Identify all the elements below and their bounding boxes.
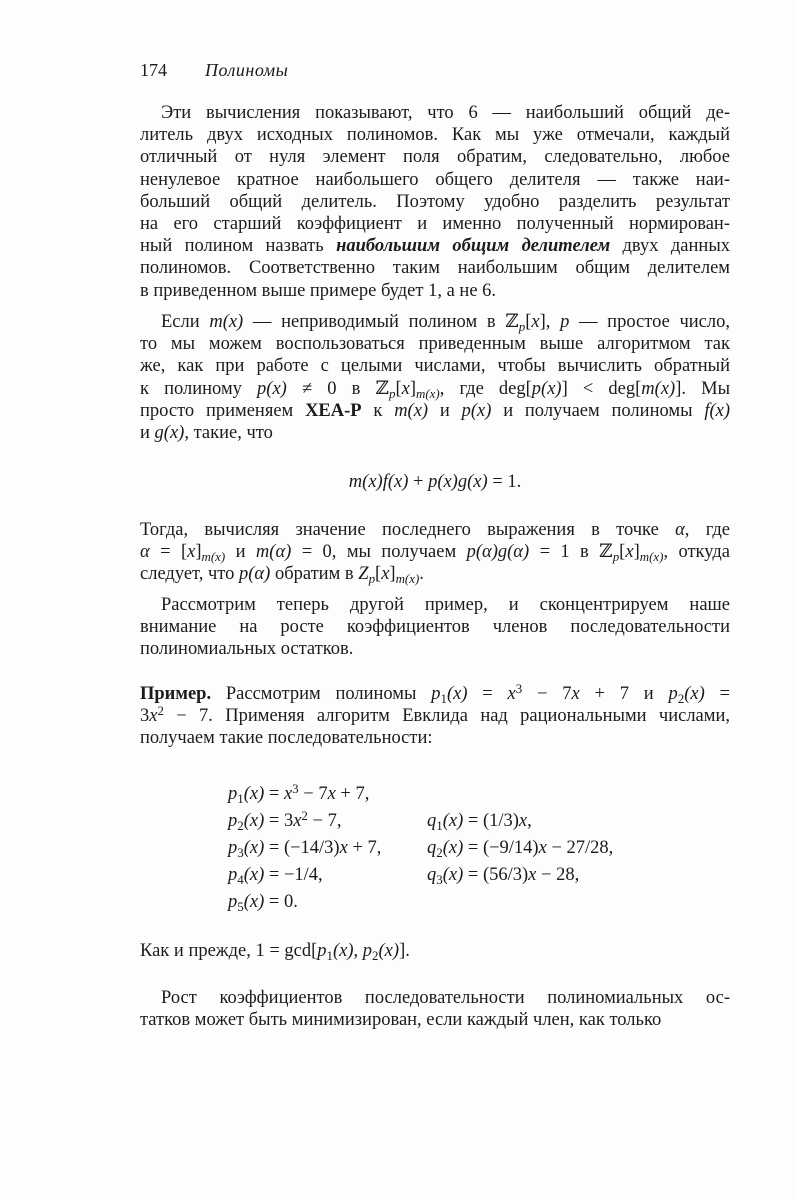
text-run: литель двух исходных полиномов. Как мы уже отмечали, каждый bbox=[140, 125, 730, 146]
text-run: ], bbox=[539, 312, 561, 332]
math-text-run: p(α)g(α) bbox=[466, 542, 530, 563]
text-run: [ bbox=[619, 542, 626, 563]
math-text-run: (x) bbox=[442, 865, 464, 885]
math-text-run: q bbox=[427, 838, 437, 858]
page-number: 174 bbox=[140, 60, 167, 80]
bold-text-run: Пример. bbox=[140, 684, 212, 704]
text-run: ≠ 0 в ℤ bbox=[286, 378, 389, 399]
subscript-text: 1 bbox=[326, 948, 333, 964]
subscript-text: 1 bbox=[440, 691, 447, 707]
math-text-run: p bbox=[228, 784, 238, 804]
remainder-cell bbox=[228, 891, 298, 913]
text-line bbox=[140, 400, 730, 422]
text-line bbox=[140, 191, 730, 213]
math-text-run: m(x) bbox=[394, 400, 429, 421]
text-line bbox=[140, 257, 730, 279]
text-run: ] bbox=[389, 564, 396, 585]
remainder-cell bbox=[228, 837, 381, 859]
math-text-run: (x) bbox=[333, 941, 354, 961]
subscript-text: p bbox=[368, 571, 376, 587]
text-run: ] bbox=[195, 542, 202, 563]
text-run: , где deg[ bbox=[439, 378, 532, 399]
math-text-run: x bbox=[571, 684, 580, 704]
text-run: , bbox=[353, 941, 363, 961]
subscript-text: 3 bbox=[237, 845, 244, 861]
math-text-run: p bbox=[228, 811, 238, 831]
text-line bbox=[140, 541, 730, 563]
math-text-run: x bbox=[625, 542, 634, 563]
text-run: = (−14/3) bbox=[264, 838, 340, 858]
math-text-run: p bbox=[228, 892, 238, 912]
subscript-text: 3 bbox=[436, 872, 443, 888]
math-text-run: x bbox=[538, 838, 547, 858]
text-run: Рассмотрим теперь другой пример, и сконцентрируем наше bbox=[161, 595, 730, 615]
subscript-text: 5 bbox=[237, 899, 244, 915]
sequence-row bbox=[228, 810, 728, 837]
math-text-run: (x) bbox=[442, 811, 464, 831]
subscript-text: p bbox=[612, 549, 620, 565]
remainder-sequence-table bbox=[228, 783, 728, 918]
paragraph-example bbox=[140, 683, 730, 750]
sequence-row bbox=[228, 783, 728, 810]
math-text-run: (x) bbox=[684, 684, 705, 704]
text-run: = 3 bbox=[264, 811, 294, 831]
paragraph-gcd-normalization bbox=[140, 102, 730, 302]
text-run: просто применяем bbox=[140, 400, 306, 421]
text-run: = 1 в ℤ bbox=[529, 542, 613, 563]
text-run: = bbox=[467, 684, 508, 704]
text-line bbox=[140, 213, 730, 235]
math-text-run: p bbox=[228, 838, 238, 858]
subscript-text: p bbox=[518, 319, 526, 335]
text-line bbox=[140, 102, 730, 124]
text-run: − 27/28, bbox=[546, 838, 614, 858]
text-line bbox=[140, 727, 730, 749]
math-text-run: (x) bbox=[446, 684, 468, 704]
text-run: полиномиальных остатков. bbox=[140, 639, 354, 660]
text-line bbox=[140, 378, 730, 400]
text-run: [ bbox=[375, 564, 382, 585]
math-text-run: g(x) bbox=[154, 422, 185, 443]
math-text-run: q bbox=[427, 811, 437, 831]
math-text-run: x bbox=[327, 784, 336, 804]
text-line bbox=[140, 987, 730, 1009]
text-run: на его старший коэффициент и именно полученный нормирован- bbox=[140, 213, 730, 234]
text-run: [ bbox=[525, 312, 532, 332]
math-text-run: x bbox=[528, 865, 537, 885]
math-text-run: (x) bbox=[243, 811, 265, 831]
subscript-text: 2 bbox=[677, 691, 685, 707]
bold-text-run: XEA-P bbox=[305, 400, 362, 421]
text-run: = −1/4, bbox=[264, 865, 323, 885]
text-line bbox=[140, 616, 730, 638]
text-run: + 7, bbox=[335, 784, 370, 804]
math-text-run: x bbox=[187, 542, 196, 563]
text-run: = 0, мы получаем bbox=[291, 542, 467, 563]
text-run: , bbox=[527, 811, 532, 831]
text-run: = bbox=[264, 784, 284, 804]
subscript-text: 1 bbox=[436, 818, 443, 834]
paragraph-another-example bbox=[140, 594, 730, 661]
quotient-cell bbox=[427, 864, 579, 886]
text-run: получаем такие последовательности: bbox=[140, 728, 433, 749]
text-run: Рассмотрим полиномы bbox=[211, 684, 432, 704]
math-text-run: p(x) bbox=[257, 378, 287, 399]
text-run: отличный от нуля элемент поля обратим, следовательно, любое bbox=[140, 147, 730, 168]
text-run: ]. Мы bbox=[675, 378, 730, 399]
text-run: Рост коэффициентов последовательности полиномиальных ос- bbox=[161, 988, 730, 1008]
display-equation bbox=[140, 471, 730, 493]
text-line bbox=[140, 235, 730, 257]
subscript-text: 2 bbox=[436, 845, 443, 861]
subscript-text: m(x) bbox=[416, 385, 440, 401]
text-run: = [ bbox=[149, 542, 188, 563]
text-run: и получаем полиномы bbox=[491, 400, 705, 421]
text-run: , откуда bbox=[663, 542, 730, 563]
math-text-run: Z bbox=[358, 564, 369, 585]
text-run: = 1. bbox=[487, 472, 522, 492]
math-text-run: (x) bbox=[243, 838, 265, 858]
math-text-run: x bbox=[283, 784, 293, 804]
text-line bbox=[140, 169, 730, 191]
subscript-text: 4 bbox=[237, 872, 244, 888]
text-run: − 7. Применяя алгоритм Евклида над рациональными числами, bbox=[163, 706, 730, 727]
text-run: ] bbox=[409, 378, 417, 399]
gcd-statement bbox=[140, 940, 730, 962]
superscript-text: 3 bbox=[515, 681, 523, 697]
subscript-text: 2 bbox=[237, 818, 244, 834]
math-text-run: (x) bbox=[243, 784, 265, 804]
text-run: = (56/3) bbox=[463, 865, 529, 885]
math-text-run: p bbox=[560, 312, 570, 332]
text-run: , где bbox=[684, 520, 730, 540]
math-text-run: f(x) bbox=[704, 400, 730, 421]
text-run: − 7 bbox=[522, 684, 572, 704]
math-text-run: x bbox=[339, 838, 348, 858]
math-text-run: p bbox=[362, 941, 373, 961]
text-line bbox=[140, 563, 730, 585]
subscript-text: m(x) bbox=[395, 571, 420, 587]
text-line bbox=[140, 333, 730, 355]
math-text-run: p(x) bbox=[461, 400, 492, 421]
text-run: ]. bbox=[399, 941, 410, 961]
math-text-run: (x) bbox=[243, 892, 265, 912]
text-line bbox=[140, 940, 730, 962]
text-line bbox=[140, 311, 730, 333]
text-line bbox=[140, 280, 730, 302]
text-run: − 28, bbox=[536, 865, 580, 885]
math-text-run: x bbox=[293, 811, 302, 831]
text-run: же, как при работе с целыми числами, чтобы вычислить обратный bbox=[140, 356, 730, 377]
sequence-row bbox=[228, 891, 728, 918]
math-text-run: m(x) bbox=[641, 378, 676, 399]
math-text-run: p(x)g(x) bbox=[428, 472, 488, 492]
subscript-text: m(x) bbox=[639, 549, 664, 565]
emphasis-text-run: наибольшим общим делителем bbox=[336, 236, 611, 257]
math-text-run: m(x)f(x) bbox=[348, 472, 409, 492]
math-text-run: (x) bbox=[442, 838, 464, 858]
text-run: Тогда, вычисляя значение последнего выражения в точке bbox=[140, 520, 676, 540]
text-run: ненулевое кратное наибольшего общего делителя — также наи- bbox=[140, 169, 730, 190]
text-line bbox=[140, 1009, 730, 1031]
math-text-run: x bbox=[507, 684, 516, 704]
math-text-run: α bbox=[675, 520, 685, 540]
text-run: двух данных bbox=[610, 236, 730, 257]
math-text-run: (x) bbox=[243, 865, 265, 885]
text-run: и bbox=[225, 542, 256, 563]
text-run: ный полином назвать bbox=[140, 236, 337, 257]
text-run: Эти вычисления показывают, что 6 — наибольший общий де- bbox=[161, 103, 730, 123]
text-run: ] bbox=[633, 542, 640, 563]
remainder-cell bbox=[228, 864, 323, 886]
sequence-row bbox=[228, 837, 728, 864]
math-text-run: p bbox=[228, 865, 238, 885]
math-text-run: m(x) bbox=[209, 312, 244, 332]
paragraph-evaluation bbox=[140, 519, 730, 586]
paragraph-inverse-polynomial bbox=[140, 311, 730, 444]
superscript-text: 2 bbox=[157, 703, 164, 719]
math-text-run: x bbox=[381, 564, 390, 585]
text-run: = bbox=[704, 684, 731, 704]
text-run: больший общий делитель. Поэтому удобно разделить результат bbox=[140, 191, 730, 212]
math-text-run: x bbox=[149, 706, 158, 727]
subscript-text: 2 bbox=[372, 948, 379, 964]
text-run: — неприводимый полином в ℤ bbox=[243, 312, 519, 332]
text-run: и bbox=[428, 400, 462, 421]
text-line bbox=[140, 146, 730, 168]
remainder-cell bbox=[228, 810, 341, 832]
text-line bbox=[140, 594, 730, 616]
text-line bbox=[140, 638, 730, 660]
text-run: ] < deg[ bbox=[561, 378, 642, 399]
text-run: то мы можем воспользоваться приведенным выше алгоритмом так bbox=[140, 334, 730, 355]
text-line bbox=[140, 519, 730, 541]
text-run: 3 bbox=[140, 706, 150, 727]
math-text-run: (x) bbox=[378, 941, 400, 961]
text-run: , такие, что bbox=[184, 422, 273, 443]
math-text-run: q bbox=[427, 865, 437, 885]
text-run: − 7 bbox=[298, 784, 328, 804]
text-line bbox=[140, 683, 730, 705]
text-line bbox=[140, 705, 730, 727]
text-run: к полиному bbox=[140, 378, 258, 399]
math-text-run: x bbox=[531, 312, 540, 332]
text-run: обратим в bbox=[270, 564, 359, 585]
subscript-text: m(x) bbox=[201, 549, 226, 565]
text-run: − 7, bbox=[307, 811, 342, 831]
quotient-cell bbox=[427, 810, 532, 832]
text-line bbox=[140, 355, 730, 377]
text-run: . bbox=[419, 564, 424, 585]
math-text-run: x bbox=[518, 811, 528, 831]
text-run: Если bbox=[161, 312, 210, 332]
text-run: и bbox=[140, 422, 155, 443]
text-run: + 7 и bbox=[579, 684, 669, 704]
running-title: Полиномы bbox=[205, 60, 289, 80]
math-text-run: α bbox=[140, 542, 150, 563]
math-text-run: p(x) bbox=[531, 378, 562, 399]
math-text-run: m(α) bbox=[255, 542, 292, 563]
text-run: = (1/3) bbox=[463, 811, 519, 831]
text-run: внимание на росте коэффициентов членов последовательности bbox=[140, 617, 730, 638]
text-run: + 7, bbox=[347, 838, 382, 858]
math-text-run: p bbox=[431, 684, 441, 704]
superscript-text: 3 bbox=[292, 781, 299, 797]
text-run: Как и прежде, 1 = gcd[ bbox=[140, 941, 318, 961]
text-line bbox=[140, 422, 730, 444]
sequence-row bbox=[228, 864, 728, 891]
text-run: татков может быть минимизирован, если каждый член, как только bbox=[140, 1010, 662, 1031]
math-text-run: p bbox=[317, 941, 327, 961]
text-run: полиномов. Соответственно таким наибольшим общим делителем bbox=[140, 258, 730, 279]
text-run: = (−9/14) bbox=[463, 838, 539, 858]
text-run: — простое число, bbox=[569, 312, 730, 332]
superscript-text: 2 bbox=[301, 808, 308, 824]
text-run: = 0. bbox=[264, 892, 298, 912]
text-run: + bbox=[408, 472, 429, 492]
text-line bbox=[140, 124, 730, 146]
math-text-run: p(α) bbox=[239, 564, 271, 585]
math-text-run: p bbox=[668, 684, 678, 704]
text-run: в приведенном выше примере будет 1, а не 6. bbox=[140, 280, 497, 301]
paragraph-coefficient-growth bbox=[140, 987, 730, 1031]
text-run: [ bbox=[395, 378, 402, 399]
text-run: к bbox=[361, 400, 395, 421]
text-run: следует, что bbox=[140, 564, 240, 585]
quotient-cell bbox=[427, 837, 613, 859]
subscript-text: p bbox=[389, 385, 396, 401]
remainder-cell bbox=[228, 783, 369, 805]
subscript-text: 1 bbox=[237, 791, 244, 807]
math-text-run: x bbox=[401, 378, 410, 399]
